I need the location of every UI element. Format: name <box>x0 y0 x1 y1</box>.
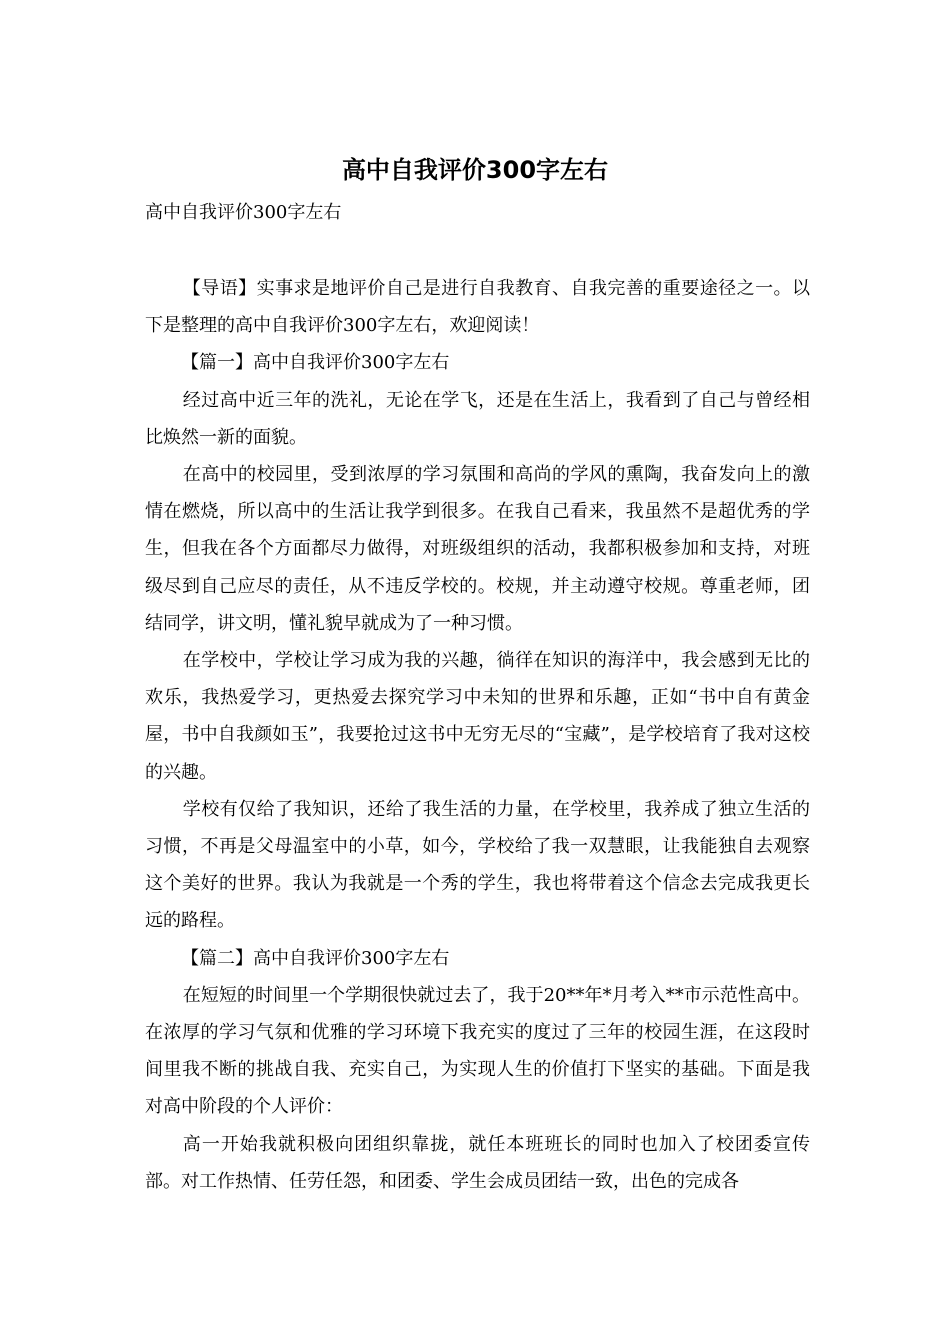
intro-paragraph: 【导语】实事求是地评价自己是进行自我教育、自我完善的重要途径之一。以下是整理的高中自我评价300字左右，欢迎阅读！ <box>145 278 810 337</box>
document-title: 高中自我评价300字左右 <box>341 156 609 184</box>
section-heading-part-one: 【篇一】高中自我评价300字左右 <box>181 352 450 374</box>
body-paragraph: 在高中的校园里，受到浓厚的学习氛围和高尚的学风的熏陶，我奋发向上的激情在燃烧，所以高中的生活让我学到很多。在我自己看来，我虽然不是超优秀的学生，但我在各个方面都尽力做得，对班级组织的活动，我都积极参加和支持，对班级尽到自己应尽的责任，从不违反学校的。校规，并主动遵守校规。尊重老师，团结同学，讲文明，懂礼貌早就成为了一种习惯。 <box>145 464 810 634</box>
document-body <box>145 270 810 1200</box>
body-paragraph: 在短短的时间里一个学期很快就过去了，我于20**年*月考入**市示范性高中。在浓厚的学习气氛和优雅的学习环境下我充实的度过了三年的校园生涯，在这段时间里我不断的挑战自我、充实自己，为实现人生的价值打下坚实的基础。下面是我对高中阶段的个人评价： <box>145 984 810 1118</box>
document-subtitle: 高中自我评价300字左右 <box>145 202 342 223</box>
section-heading-part-two: 【篇二】高中自我评价300字左右 <box>181 947 450 969</box>
body-paragraph: 高一开始我就积极向团组织靠拢，就任本班班长的同时也加入了校团委宣传部。对工作热情、任劳任怨，和团委、学生会成员团结一致，出色的完成各 <box>145 1133 810 1192</box>
body-paragraph: 在学校中，学校让学习成为我的兴趣，徜徉在知识的海洋中，我会感到无比的欢乐，我热爱学习，更热爱去探究学习中未知的世界和乐趣，正如“书中自有黄金屋，书中自我颜如玉”，我要抢过这书中无穷无尽的“宝藏”，是学校培育了我对这校的兴趣。 <box>145 650 810 783</box>
body-paragraph: 学校有仅给了我知识，还给了我生活的力量，在学校里，我养成了独立生活的习惯，不再是父母温室中的小草，如今，学校给了我一双慧眼，让我能独自去观察这个美好的世界。我认为我就是一个秀的学生，我也将带着这个信念去完成我更长远的路程。 <box>145 798 810 932</box>
body-paragraph: 经过高中近三年的洗礼，无论在学飞，还是在生活上，我看到了自己与曾经相比焕然一新的面貌。 <box>145 389 810 448</box>
